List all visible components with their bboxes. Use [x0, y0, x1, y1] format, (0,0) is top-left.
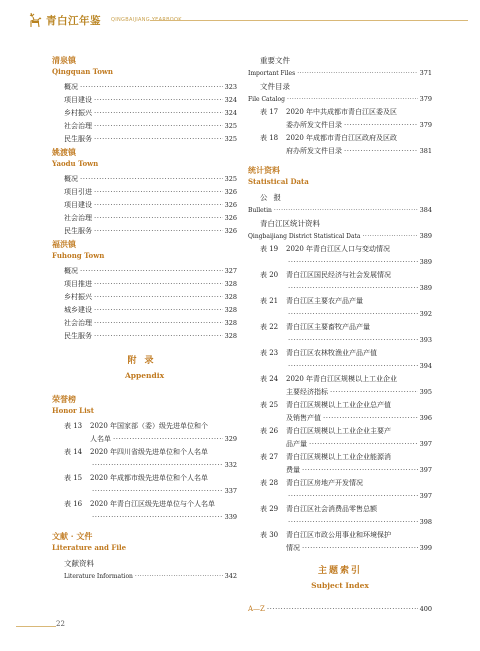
- table-title: 青白江区主要农产品产量: [286, 297, 363, 305]
- section-title: 荣誉榜: [52, 394, 76, 404]
- section-title-en: Honor List: [52, 406, 94, 415]
- subsection-title: 青白江区统计资料: [260, 219, 320, 228]
- section-title-en: Qingquan Town: [52, 67, 113, 76]
- section-title-en: Literature and File: [52, 543, 127, 552]
- yearbook-title-en: QINGBAIJIANG YEARBOOK: [111, 17, 182, 23]
- table-number: 表 29: [260, 505, 279, 513]
- table-list: [248, 243, 432, 555]
- table-title: 青白江区市政公用事业和环境保护: [286, 531, 391, 539]
- table-title: 2020 年青白江区人口与变动情况: [286, 245, 391, 253]
- toc-entry[interactable]: 社会治理 ····· 328: [52, 317, 237, 330]
- table-number: 表 26: [260, 427, 279, 435]
- toc-entry[interactable]: 乡村振兴 ····· 328: [52, 291, 237, 304]
- table-entry[interactable]: [248, 373, 432, 399]
- toc-entry[interactable]: A—Z ····· 400: [248, 603, 432, 616]
- toc-entry[interactable]: 项目推进 ····· 328: [52, 278, 237, 291]
- table-title: 青白江区主要畜牧产品产量: [286, 323, 370, 331]
- table-number: 表 17: [260, 108, 279, 116]
- table-number: 表 22: [260, 323, 279, 331]
- page-ref: 381: [419, 147, 432, 155]
- toc-entry[interactable]: 概况 ····· 325: [52, 173, 237, 186]
- table-number: 表 27: [260, 453, 279, 461]
- section-title: 福洪镇: [52, 239, 76, 249]
- section-title-en: Yaodu Town: [52, 159, 99, 168]
- table-entry[interactable]: [52, 498, 237, 524]
- table-entry[interactable]: [248, 347, 432, 373]
- table-title-cont: 及销售产值: [286, 414, 321, 422]
- toc-list: [52, 81, 237, 146]
- toc-right-column: [248, 54, 432, 616]
- page-ref: 398: [419, 518, 432, 526]
- toc-list: [52, 173, 237, 238]
- table-entry[interactable]: [52, 472, 237, 498]
- table-title-cont: 委办所发文件目录: [286, 121, 342, 129]
- table-number: 表 25: [260, 401, 279, 409]
- table-title: 2020 年成都市青白江区政府及区政: [286, 134, 398, 142]
- subject-index-title-en: Subject Index: [311, 581, 369, 590]
- toc-entry[interactable]: 民生服务 ····· 328: [52, 330, 237, 343]
- subject-index-title: 主题索引: [317, 566, 362, 576]
- table-number: 表 16: [64, 500, 83, 508]
- table-title-cont: 情况: [286, 544, 300, 552]
- toc-entry[interactable]: 概况 ····· 327: [52, 265, 237, 278]
- table-number: 表 23: [260, 349, 279, 357]
- table-entry[interactable]: [248, 503, 432, 529]
- toc-left-column: [52, 54, 237, 583]
- table-title-cont: 主要经济指标: [286, 388, 328, 396]
- table-number: 表 30: [260, 531, 279, 539]
- table-entry[interactable]: [248, 451, 432, 477]
- toc-entry[interactable]: 项目建设 ····· 326: [52, 199, 237, 212]
- table-title: 青白江区规模以上工业企业能源消: [286, 453, 391, 461]
- table-number: 表 15: [64, 474, 83, 482]
- page-ref: 397: [419, 492, 432, 500]
- table-title: 青白江区社会消费品零售总额: [286, 505, 377, 513]
- toc-entry[interactable]: 社会治理 ····· 325: [52, 120, 237, 133]
- page-ref: 397: [419, 466, 432, 474]
- toc-entry[interactable]: Literature Information ····· 342: [52, 570, 237, 583]
- page-number: 22: [56, 620, 65, 628]
- table-entry[interactable]: [248, 106, 432, 132]
- table-entry[interactable]: [248, 399, 432, 425]
- table-number: 表 13: [64, 422, 83, 430]
- appendix-title: 附录: [127, 356, 162, 366]
- table-title: 2020 年青白江区级先进单位与个人名单: [90, 500, 216, 508]
- table-title-cont: 人名单: [90, 435, 111, 443]
- table-title: 2020 年四川省级先进单位和个人名单: [90, 448, 209, 456]
- page-ref: 339: [224, 513, 237, 521]
- table-list: [248, 106, 432, 158]
- subsection-title: 文件目录: [260, 82, 290, 91]
- section-title: 统计资料: [248, 165, 280, 175]
- table-number: 表 21: [260, 297, 279, 305]
- toc-entry[interactable]: 项目引进 ····· 326: [52, 186, 237, 199]
- section-title: 清泉镇: [52, 55, 76, 65]
- table-entry[interactable]: [248, 269, 432, 295]
- table-title-cont: 府办所发文件目录: [286, 147, 342, 155]
- table-title: 青白江区规模以上工业企业主要产: [286, 427, 391, 435]
- table-entry[interactable]: [248, 321, 432, 347]
- subsection-title: 公报: [260, 193, 287, 202]
- table-number: 表 24: [260, 375, 279, 383]
- toc-entry[interactable]: 民生服务 ····· 325: [52, 133, 237, 146]
- toc-entry[interactable]: Important Files ····· 371: [248, 67, 432, 80]
- page-ref: 392: [419, 310, 432, 318]
- table-number: 表 14: [64, 448, 83, 456]
- table-title: 青白江区房地产开发情况: [286, 479, 363, 487]
- page-ref: 394: [419, 362, 432, 370]
- toc-entry[interactable]: 社会治理 ····· 326: [52, 212, 237, 225]
- table-entry[interactable]: [248, 529, 432, 555]
- section-title: 文献 · 文件: [52, 531, 93, 541]
- table-title: 2020 年国家部（委）级先进单位和个: [90, 422, 209, 430]
- table-title-cont: 费量: [286, 466, 300, 474]
- table-title: 2020 年青白江区规模以上工业企业: [286, 375, 398, 383]
- table-number: 表 18: [260, 134, 279, 142]
- toc-entry[interactable]: 城乡建设 ····· 328: [52, 304, 237, 317]
- page-ref: 397: [419, 440, 432, 448]
- table-number: 表 28: [260, 479, 279, 487]
- page-header: [28, 12, 468, 28]
- header-rule: [150, 20, 468, 21]
- page-ref: 332: [224, 461, 237, 469]
- toc-entry[interactable]: 乡村振兴 ····· 324: [52, 107, 237, 120]
- page-ref: 379: [419, 121, 432, 129]
- table-number: 表 19: [260, 245, 279, 253]
- page-ref: 393: [419, 336, 432, 344]
- page-ref: 395: [419, 388, 432, 396]
- footer-rule: [16, 626, 56, 627]
- page-ref: 389: [419, 284, 432, 292]
- toc-entry[interactable]: Qingbaijiang District Statistical Data ····· 389: [248, 230, 432, 243]
- table-entry[interactable]: [248, 425, 432, 451]
- section-title-en: Statistical Data: [248, 177, 309, 186]
- toc-entry[interactable]: 项目建设 ····· 324: [52, 94, 237, 107]
- appendix-title-en: Appendix: [124, 371, 165, 380]
- toc-entry[interactable]: 民生服务 ····· 326: [52, 225, 237, 238]
- page-ref: 389: [419, 258, 432, 266]
- table-entry[interactable]: [52, 420, 237, 446]
- page-ref: 337: [224, 487, 237, 495]
- table-title: 青白江区国民经济与社会发展情况: [286, 271, 391, 279]
- yearbook-title: 青白江年鉴: [46, 15, 101, 27]
- toc-entry[interactable]: 概况 ····· 323: [52, 81, 237, 94]
- toc-entry[interactable]: File Catalog ····· 379: [248, 93, 432, 106]
- table-list: [52, 420, 237, 524]
- toc-list: [52, 265, 237, 343]
- deer-logo-icon: [28, 12, 42, 28]
- section-title: 姚渡镇: [52, 147, 76, 157]
- table-title: 2020 年成都市级先进单位和个人名单: [90, 474, 209, 482]
- table-entry[interactable]: [52, 446, 237, 472]
- subsection-title: 重要文件: [260, 56, 290, 65]
- table-title: 2020 年中共成都市青白江区委及区: [286, 108, 398, 116]
- table-title: 青白江区农林牧渔业产品产值: [286, 349, 377, 357]
- table-entry[interactable]: [248, 243, 432, 269]
- section-title-en: Fuhong Town: [52, 251, 105, 260]
- table-entry[interactable]: [248, 295, 432, 321]
- table-entry[interactable]: [248, 477, 432, 503]
- table-entry[interactable]: [248, 132, 432, 158]
- table-number: 表 20: [260, 271, 279, 279]
- toc-entry[interactable]: Bulletin ····· 384: [248, 204, 432, 217]
- subsection-title: 文献资料: [64, 559, 94, 568]
- table-title-cont: 品产量: [286, 440, 307, 448]
- page-ref: 399: [419, 544, 432, 552]
- page-ref: 396: [419, 414, 432, 422]
- page-ref: 329: [224, 435, 237, 443]
- table-title: 青白江区规模以上工业企业总产值: [286, 401, 391, 409]
